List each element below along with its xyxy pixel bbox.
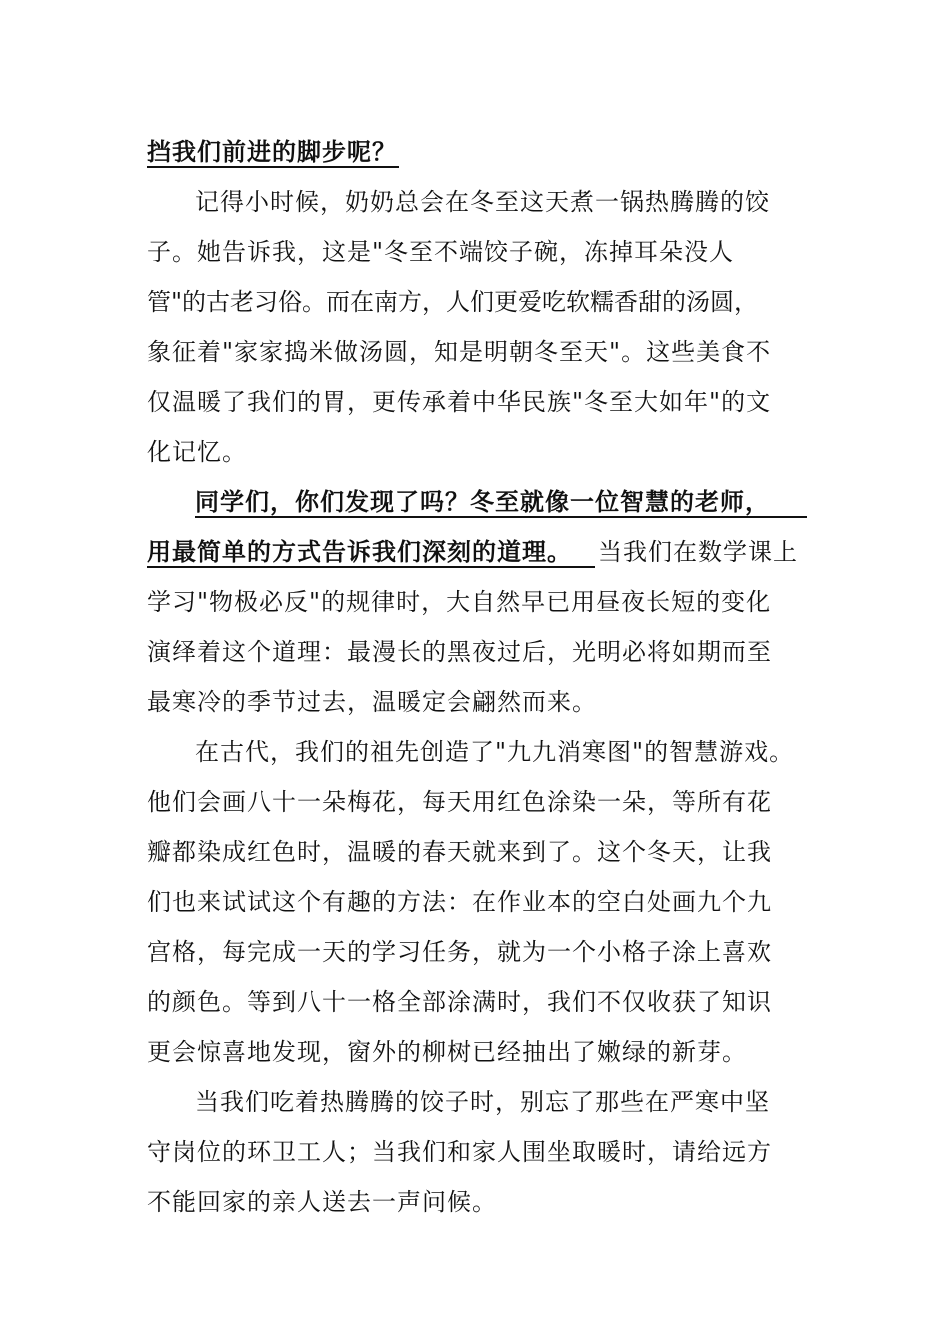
paragraph-line: 瓣都染成红色时，温暖的春天就来到了。这个冬天，让我 bbox=[147, 838, 772, 866]
paragraph-line: 管"的古老习俗。而在南方，人们更爱吃软糯香甜的汤圆， bbox=[147, 288, 759, 316]
paragraph-line: 他们会画八十一朵梅花，每天用红色涂染一朵，等所有花 bbox=[147, 788, 772, 816]
paragraph-line: 宫格，每完成一天的学习任务，就为一个小格子涂上喜欢 bbox=[147, 938, 772, 966]
paragraph-line: 化记忆。 bbox=[147, 438, 247, 466]
heading-underline bbox=[147, 166, 399, 168]
paragraph-line: 在古代，我们的祖先创造了"九九消寒图"的智慧游戏。 bbox=[195, 738, 795, 766]
paragraph-line: 更会惊喜地发现，窗外的柳树已经抽出了嫩绿的新芽。 bbox=[147, 1038, 747, 1066]
paragraph-line: 最寒冷的季节过去，温暖定会翩然而来。 bbox=[147, 688, 597, 716]
paragraph-line: 当我们吃着热腾腾的饺子时，别忘了那些在严寒中坚 bbox=[195, 1088, 770, 1116]
paragraph-line: 不能回家的亲人送去一声问候。 bbox=[147, 1188, 497, 1216]
paragraph-line: 记得小时候，奶奶总会在冬至这天煮一锅热腾腾的饺 bbox=[195, 188, 770, 216]
emphasis-line: 同学们，你们发现了吗？冬至就像一位智慧的老师， bbox=[195, 488, 770, 516]
emphasis-underline bbox=[147, 566, 595, 568]
paragraph-line: 子。她告诉我，这是"冬至不端饺子碗，冻掉耳朵没人 bbox=[147, 238, 735, 266]
paragraph-line: 的颜色。等到八十一格全部涂满时，我们不仅收获了知识 bbox=[147, 988, 772, 1016]
paragraph-line: 仅温暖了我们的胃，更传承着中华民族"冬至大如年"的文 bbox=[147, 388, 772, 416]
emphasis-underline bbox=[195, 516, 807, 518]
emphasis-line: 用最简单的方式告诉我们深刻的道理。 bbox=[147, 538, 572, 566]
paragraph-line: 学习"物极必反"的规律时，大自然早已用昼夜长短的变化 bbox=[147, 588, 772, 616]
paragraph-line: 演绎着这个道理：最漫长的黑夜过后，光明必将如期而至 bbox=[147, 638, 772, 666]
paragraph-line: 守岗位的环卫工人；当我们和家人围坐取暖时，请给远方 bbox=[147, 1138, 772, 1166]
heading-fragment: 挡我们前进的脚步呢？ bbox=[147, 138, 397, 166]
paragraph-line: 当我们在数学课上 bbox=[598, 538, 798, 566]
paragraph-line: 象征着"家家捣米做汤圆，知是明朝冬至天"。这些美食不 bbox=[147, 338, 772, 366]
paragraph-line: 们也来试试这个有趣的方法：在作业本的空白处画九个九 bbox=[147, 888, 772, 916]
